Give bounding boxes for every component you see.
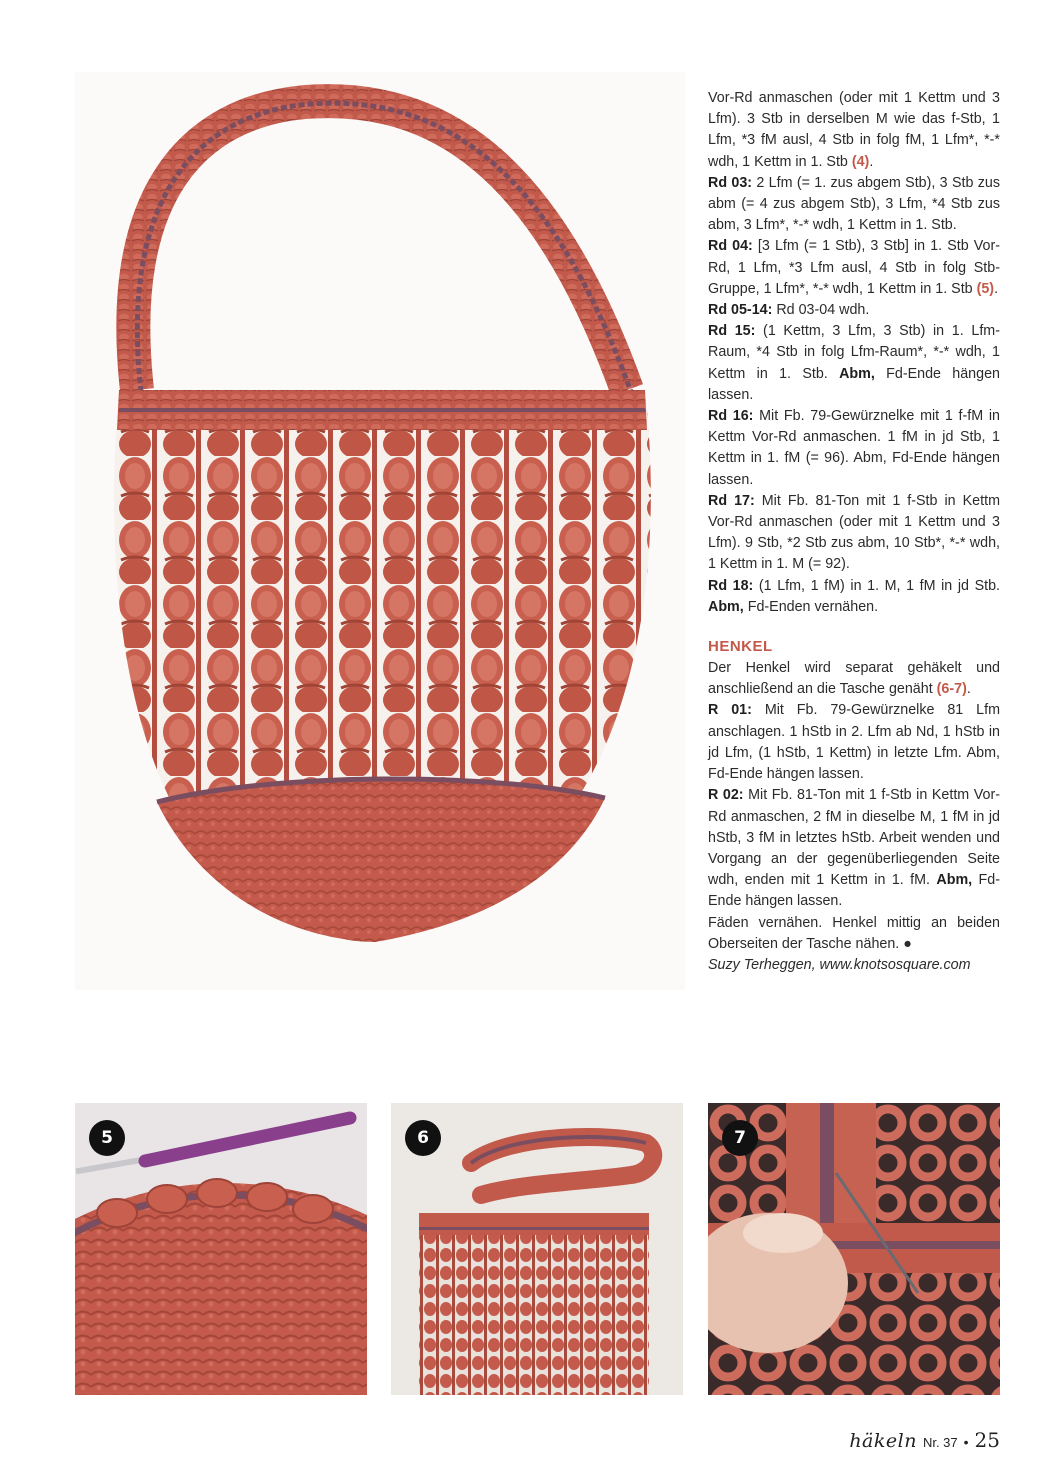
instruction-rd18: Rd 18: (1 Lfm, 1 fM) in 1. M, 1 fM in jd Stb. Abm, Fd-Enden vernähen.	[708, 577, 1000, 615]
step-badge-6: 6	[405, 1120, 441, 1156]
bag-handle	[133, 101, 627, 390]
step-photo-7	[708, 1103, 1000, 1395]
step-badge-5: 5	[89, 1120, 125, 1156]
main-bag-photo	[75, 72, 685, 990]
page-footer	[849, 1428, 1000, 1452]
step-badge-7: 7	[722, 1120, 758, 1156]
step-photo-6	[391, 1103, 683, 1395]
instructions-column	[708, 88, 1000, 976]
henkel-r02: R 02: Mit Fb. 81-Ton mit 1 f-Stb in Kettm Vor-Rd anmaschen, 2 fM in dieselbe M, 1 fM in jd hStb, 3 fM in letztes hStb. Arbeit wenden und Vorgang an der gegenüberliegenden Seite wdh, enden mit 1 Kettm in 1. fM. Abm, Fd-Ende hängen lassen.	[708, 787, 1000, 910]
page-number: 25	[974, 1428, 1000, 1452]
henkel-intro: Der Henkel wird separat gehäkelt und anschließend an die Tasche genäht (6-7).	[708, 660, 1000, 698]
instruction-intro: Vor-Rd anmaschen (oder mit 1 Kettm und 3 Lfm). 3 Stb in derselben M wie das f-Stb, 1 Lfm, *3 fM ausl, 4 Stb in folg fM, 1 Lfm*, *-* wdh, 1 Kettm in 1. Stb (4).	[708, 90, 1000, 170]
instruction-rd17: Rd 17: Mit Fb. 81-Ton mit 1 f-Stb in Kettm Vor-Rd anmaschen (oder mit 1 Kettm und 3 Lfm). 9 Stb, *2 Stb zus abm, 10 Stb*, *-* wdh, 1 Kettm in 1. M (= 92).	[708, 492, 1000, 573]
instruction-rd03: Rd 03: 2 Lfm (= 1. zus abgem Stb), 3 Stb zus abm (= 4 zus abgem Stb), 3 Lfm, *4 Stb zus abm, 3 Lfm*, *-* wdh, 1 Kettm in 1. Stb.	[708, 174, 1000, 234]
instruction-rd16: Rd 16: Mit Fb. 79-Gewürznelke mit 1 f-fM in Kettm Vor-Rd anmaschen. 1 fM in jd Stb, 1 Kettm in 1. fM (= 96). Abm, Fd-Ende hängen lassen.	[708, 408, 1000, 488]
henkel-heading: HENKEL	[708, 638, 773, 656]
instruction-rd05-14: Rd 05-14: Rd 03-04 wdh.	[708, 302, 870, 319]
crochet-bag-illustration	[75, 72, 685, 990]
author-credit: Suzy Terheggen, www.knotsosquare.com	[708, 956, 971, 973]
instruction-rd15: Rd 15: (1 Kettm, 3 Lfm, 3 Stb) in 1. Lfm-Raum, *4 Stb in folg Lfm-Raum*, *-* wdh, 1 Kettm in 1. Stb. Abm, Fd-Ende hängen lassen.	[708, 323, 1000, 403]
henkel-r01: R 01: Mit Fb. 79-Gewürznelke 81 Lfm anschlagen. 1 hStb in 2. Lfm ab Nd, 1 hStb in jd Lfm, (1 hStb, 1 Kettm) in letzte Lfm. Abm, Fd-Ende hängen lassen.	[708, 702, 1000, 783]
issue-number: Nr. 37	[922, 1435, 958, 1450]
instruction-rd04: Rd 04: [3 Lfm (= 1 Stb), 3 Stb] in 1. Stb Vor-Rd, 1 Lfm, *3 Lfm ausl, 4 Stb in folg Stb-Gruppe, 1 Lfm*, *-* wdh, 1 Kettm in 1. Stb (5).	[708, 238, 1000, 297]
magazine-name: häkeln	[849, 1430, 917, 1452]
bag-piece	[419, 1213, 649, 1395]
footer-separator: •	[963, 1434, 969, 1450]
henkel-final: Fäden vernähen. Henkel mittig an beiden Oberseiten der Tasche nähen. ●	[708, 914, 1000, 952]
bag-base	[157, 779, 605, 942]
step-photo-5	[75, 1103, 367, 1395]
